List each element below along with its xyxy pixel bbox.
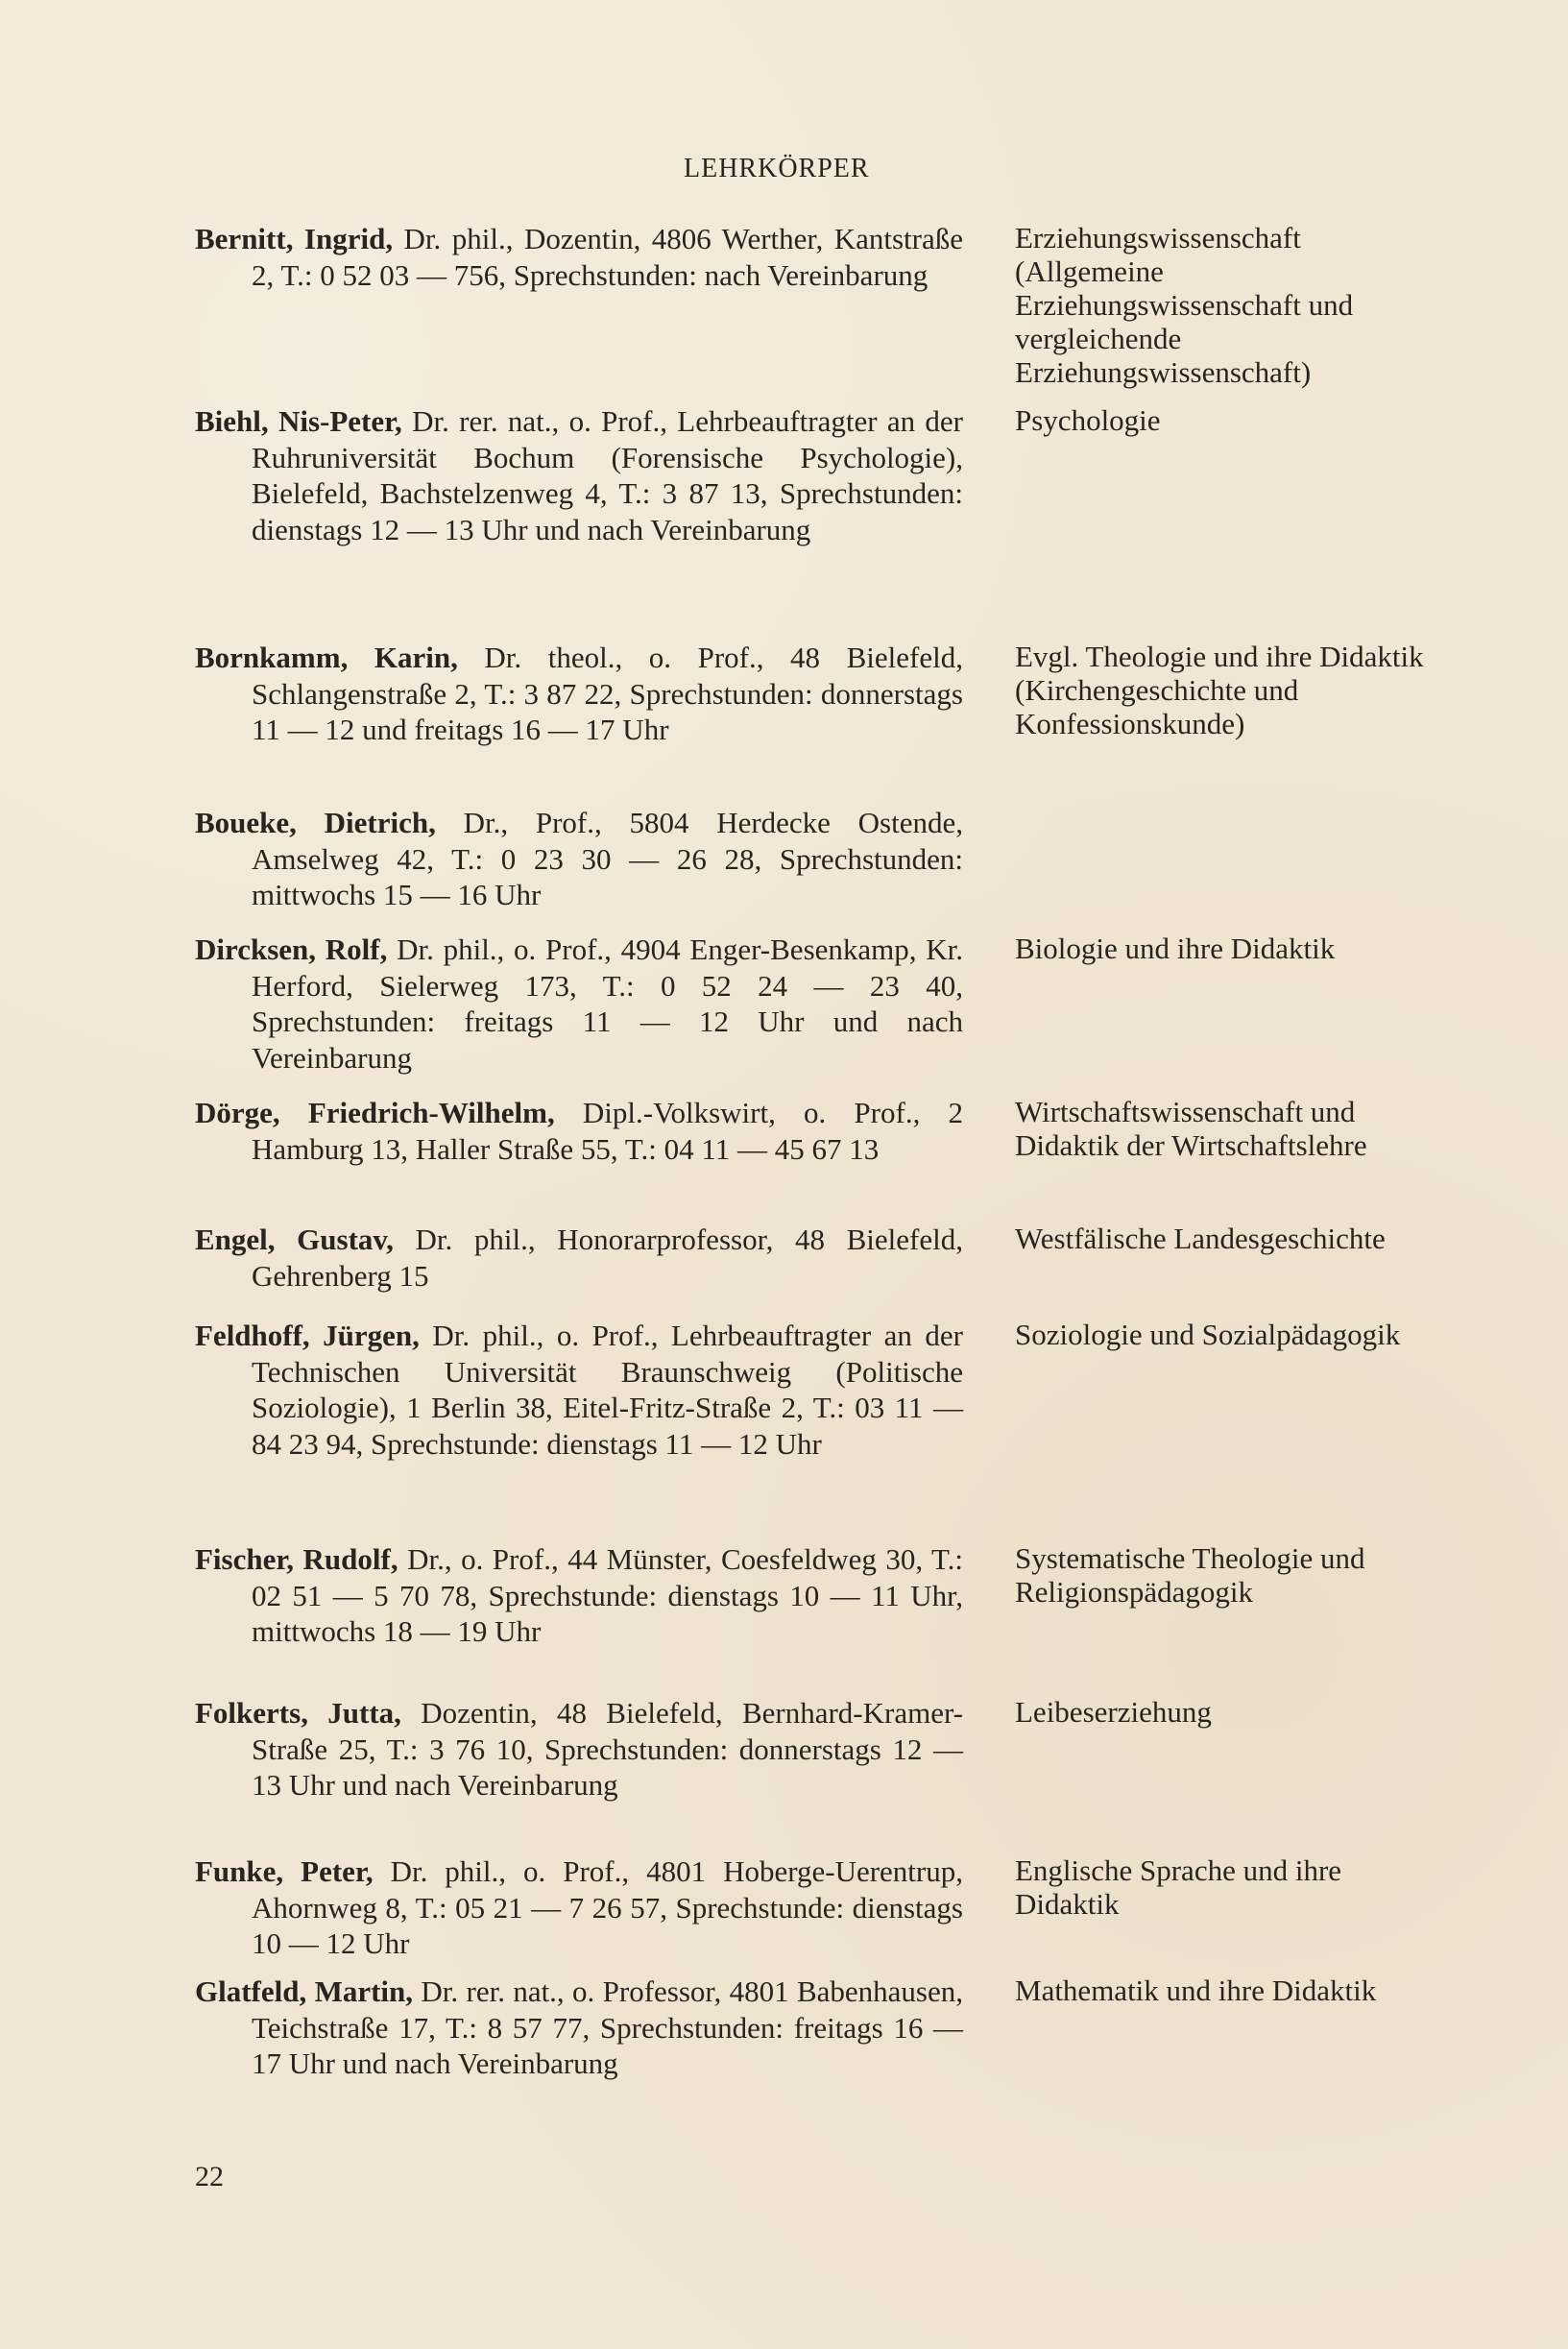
- faculty-entry: [195, 1318, 963, 1462]
- faculty-name: Dörge, Friedrich-Wilhelm,: [195, 1096, 555, 1129]
- faculty-name: Bernitt, Ingrid,: [195, 222, 394, 255]
- faculty-subject: Systematische Theologie und Religionspädagogik: [1015, 1541, 1365, 1609]
- faculty-entry: [195, 1095, 963, 1167]
- faculty-subject: Psychologie: [1015, 403, 1161, 437]
- faculty-entry: [195, 1853, 963, 1962]
- faculty-details: Dr. phil., Dozentin, 4806 Werther, Kantstraße 2, T.: 0 52 03 — 756, Sprechstunden: nach Vereinbarung: [252, 222, 963, 292]
- faculty-name: Folkerts, Jutta,: [195, 1696, 401, 1730]
- faculty-entry: [195, 1974, 963, 2082]
- faculty-name: Bornkamm, Karin,: [195, 641, 458, 674]
- faculty-entry: [195, 221, 963, 293]
- faculty-name: Funke, Peter,: [195, 1854, 374, 1888]
- faculty-entry: [195, 932, 963, 1076]
- faculty-subject: Soziologie und Sozialpädagogik: [1015, 1318, 1401, 1351]
- faculty-name: Engel, Gustav,: [195, 1223, 394, 1256]
- faculty-name: Biehl, Nis-Peter,: [195, 404, 402, 438]
- page-number: 22: [195, 2161, 224, 2192]
- faculty-subject: Westfälische Landesgeschichte: [1015, 1222, 1386, 1255]
- faculty-subject: Englische Sprache und ihre Didaktik: [1015, 1853, 1342, 1921]
- faculty-details: Dr. phil., Honorarprofessor, 48 Bielefeld, Gehrenberg 15: [252, 1223, 963, 1293]
- faculty-subject: Erziehungswissenschaft (Allgemeine Erziehungswissenschaft und vergleichende Erziehungswissenschaft): [1015, 221, 1354, 389]
- faculty-subject: Wirtschaftswissenschaft und Didaktik der Wirtschaftslehre: [1015, 1095, 1367, 1162]
- faculty-entry: [195, 1222, 963, 1294]
- faculty-entry: [195, 1541, 963, 1650]
- faculty-name: Boueke, Dietrich,: [195, 806, 436, 839]
- faculty-entry: [195, 1695, 963, 1804]
- faculty-details: Dr. phil., o. Prof., 4904 Enger-Besenkamp, Kr. Herford, Sielerweg 173, T.: 0 52 24 — 23 40, Sprechstunden: freitags 11 — 12 Uhr und nach Vereinbarung: [252, 932, 964, 1075]
- faculty-details: Dr. phil., o. Prof., Lehrbeauftragter an der Technischen Universität Braunschweig (Politische Soziologie), 1 Berlin 38, Eitel-Fritz-Straße 2, T.: 03 11 — 84 23 94, Sprechstunde: dienstags 11 — 12 Uhr: [252, 1319, 963, 1461]
- faculty-details: Dr. phil., o. Prof., 4801 Hoberge-Uerentrup, Ahornweg 8, T.: 05 21 — 7 26 57, Sprechstunde: dienstags 10 — 12 Uhr: [252, 1854, 963, 1960]
- faculty-name: Feldhoff, Jürgen,: [195, 1319, 420, 1352]
- faculty-entry: [195, 403, 963, 547]
- faculty-subject: Biologie und ihre Didaktik: [1015, 932, 1336, 965]
- faculty-details: Dr., Prof., 5804 Herdecke Ostende, Amselweg 42, T.: 0 23 30 — 26 28, Sprechstunden: mittwochs 15 — 16 Uhr: [252, 806, 964, 911]
- faculty-entry: [195, 640, 963, 748]
- faculty-subject: Mathematik und ihre Didaktik: [1015, 1974, 1377, 2007]
- faculty-details: Dipl.-Volkswirt, o. Prof., 2 Hamburg 13, Haller Straße 55, T.: 04 11 — 45 67 13: [252, 1096, 964, 1166]
- faculty-details: Dr. theol., o. Prof., 48 Bielefeld, Schlangenstraße 2, T.: 3 87 22, Sprechstunden: donnerstags 11 — 12 und freitags 16 — 17 Uhr: [252, 641, 963, 746]
- faculty-subject: Evgl. Theologie und ihre Didaktik (Kirchengeschichte und Konfessionskunde): [1015, 640, 1424, 740]
- faculty-name: Dircksen, Rolf,: [195, 932, 388, 966]
- faculty-details: Dr., o. Prof., 44 Münster, Coesfeldweg 30, T.: 02 51 — 5 70 78, Sprechstunde: dienstags 10 — 11 Uhr, mittwochs 18 — 19 Uhr: [252, 1542, 964, 1648]
- page-header: LEHRKÖRPER: [684, 154, 870, 183]
- faculty-details: Dozentin, 48 Bielefeld, Bernhard-Kramer-Straße 25, T.: 3 76 10, Sprechstunden: donnerstags 12 — 13 Uhr und nach Vereinbarung: [252, 1696, 964, 1802]
- faculty-details: Dr. rer. nat., o. Professor, 4801 Babenhausen, Teichstraße 17, T.: 8 57 77, Sprechstunden: freitags 16 — 17 Uhr und nach Vereinbarung: [252, 1974, 964, 2080]
- faculty-entry: [195, 805, 963, 913]
- faculty-details: Dr. rer. nat., o. Prof., Lehrbeauftragter an der Ruhruniversität Bochum (Forensische Psychologie), Bielefeld, Bachstelzenweg 4, T.: 3 87 13, Sprechstunden: dienstags 12 — 13 Uhr und nach Vereinbarung: [252, 404, 963, 546]
- faculty-subject: Leibeserziehung: [1015, 1695, 1212, 1729]
- faculty-name: Glatfeld, Martin,: [195, 1974, 414, 2008]
- faculty-name: Fischer, Rudolf,: [195, 1542, 398, 1576]
